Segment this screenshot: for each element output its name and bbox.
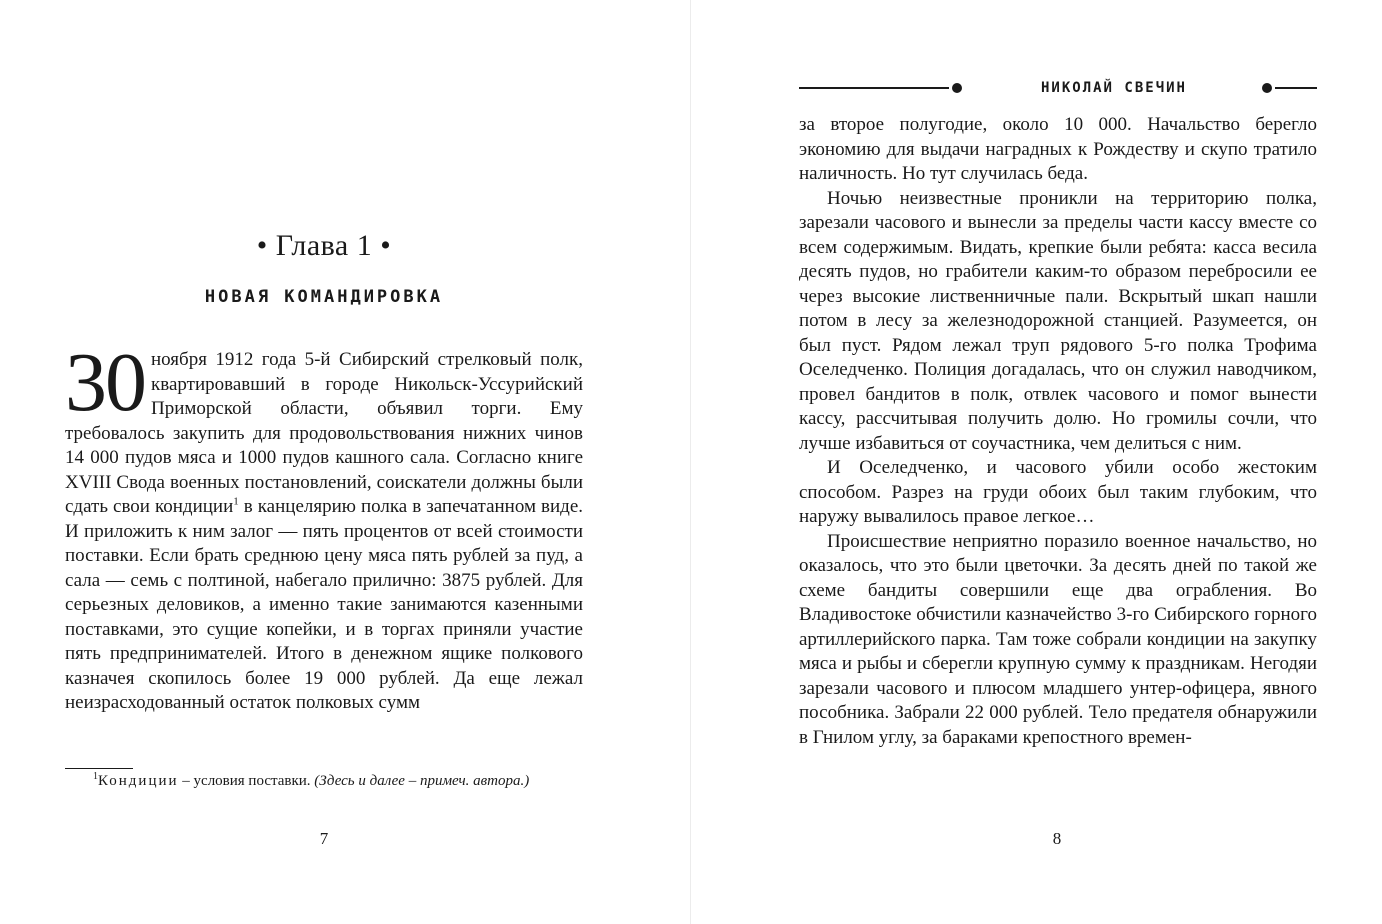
right-body-text [799, 113, 1317, 750]
running-head-author: НИКОЛАЙ СВЕЧИН [1040, 80, 1187, 96]
running-head-dot-left [952, 83, 962, 93]
footnote-marker: 1 [93, 771, 98, 782]
footnote-divider [65, 768, 133, 769]
paragraph: И Оселедченко, и часового убили особо жестоким способом. Разрез на груди обоих был таким глубоким, что наружу вывалилось правое легкое… [799, 457, 1317, 527]
footnote-definition: – условия поставки. [178, 773, 315, 789]
paragraph: Происшествие неприятно поразило военное начальство, но оказалось, что это были цветочки. За десять дней по такой же схеме бандиты совершили еще два ограбления. Во Владивостоке обчистили казначейство 3-го Сибирского горного артиллерийского парка. Там тоже собрали кондиции на закупку мяса и рыбы и сберегли крупную сумму к праздникам. Негодяи зарезали часового и плюсом младшего унтер-офицера, явного пособника. Забрали 22 000 рублей. Тело предателя обнаружили в Гнилом углу, за бараками крепостного времен- [799, 530, 1317, 748]
left-body-text [65, 336, 583, 716]
chapter-title: НОВАЯ КОМАНДИРОВКА [204, 287, 444, 307]
chapter-number: • Глава 1 • [256, 229, 392, 262]
paragraph-part-2: в канцелярию полка в запечатанном виде. И приложить к ним залог — пять процентов от всей стоимости поставки. Если брать среднюю цену мяса пять рублей за пуд, а сала — семь с полтиной, набегало прилично: 3875 рублей. Для серьезных деловиков, а именно такие занимаются казенными поставками, это сущие копейки, и в торгах приняли участие пять предпринимателей. Итого в денежном ящике полкового казначея скопилось более 19 000 рублей. Да еще лежал неизрасходованный остаток полковых сумм [65, 496, 583, 713]
footnote [65, 771, 583, 791]
page-number-left: 7 [319, 829, 329, 848]
left-page [0, 0, 690, 924]
footnote-term: Кондиции [98, 773, 179, 789]
running-head-dot-right [1262, 83, 1272, 93]
right-page [691, 0, 1382, 924]
running-head [799, 76, 1317, 100]
footnote-reference: 1 [233, 495, 239, 508]
paragraph-part-1: ноября 1912 года 5-й Сибирский стрелковый полк, квартировавший в городе Никольск-Уссурийский Приморской области, объявил торги. Ему требовалось закупить для продовольствования нижних чинов 14 000 пудов мяса и 1000 пудов кашного сала. Согласно книге XVIII Свода военных постановлений, соискатели должны были сдать свои кондиции [65, 349, 583, 517]
page-number-right: 8 [1052, 829, 1062, 848]
footnote-note: (Здесь и далее – примеч. автора.) [314, 773, 530, 789]
paragraph: Ночью неизвестные проникли на территорию полка, зарезали часового и вынесли за пределы части кассу вместе со всем содержимым. Видать, крепкие были ребята: касса весила десять пудов, но грабители каким-то образом перебросили ее через высокие лиственничные пали. Вскрытый шкап нашли потом в лесу за железнодорожной станцией. Разумеется, он был пуст. Рядом лежал труп рядового 5-го полка Трофима Оселедченко. Полиция догадалась, что он служил наводчиком, провел бандитов в полк, отвлек часового и помог вынести кассу, рассчитывая получить долю. Но громилы сочли, что лучше избавиться от соучастника, чем делиться с ним. [799, 187, 1317, 454]
paragraph-continued: за второе полугодие, около 10 000. Начальство берегло экономию для выдачи наградных к Рождеству и скупо тратило наличность. Но тут случилась беда. [799, 114, 1317, 184]
drop-cap: 30 [65, 336, 145, 429]
running-head-rule-left [799, 87, 949, 89]
running-head-rule-right [1275, 87, 1317, 89]
